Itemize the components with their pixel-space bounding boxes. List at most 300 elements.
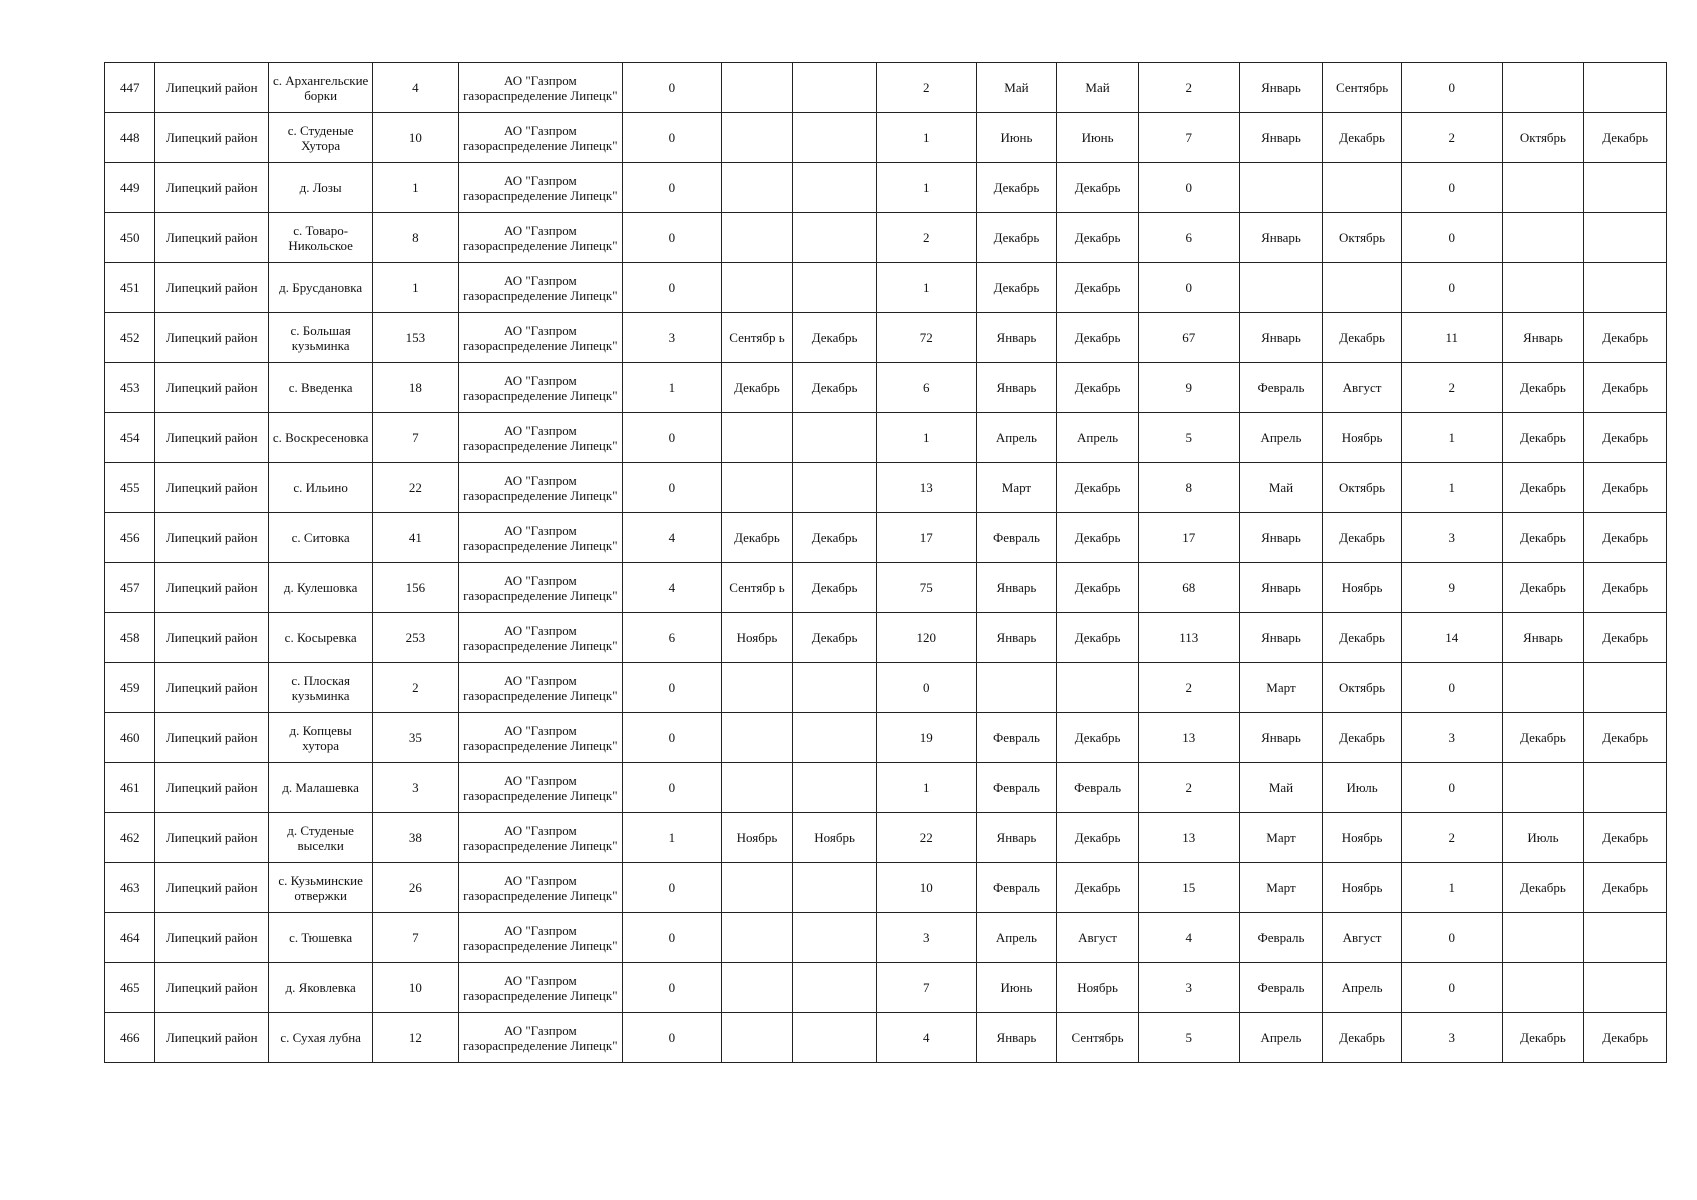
cell-stage4-start: Декабрь: [1502, 863, 1584, 913]
cell-stage1-start: Сентябр ь: [721, 563, 793, 613]
cell-stage4-end: Декабрь: [1584, 713, 1667, 763]
cell-stage1-end: [793, 263, 877, 313]
cell-stage1-start: [721, 463, 793, 513]
cell-stage3-end: Сентябрь: [1323, 63, 1402, 113]
cell-stage1-end: Ноябрь: [793, 813, 877, 863]
cell-stage1-end: [793, 663, 877, 713]
table-row: [105, 163, 1667, 213]
cell-stage2-end: Декабрь: [1057, 863, 1139, 913]
cell-settlement: д. Копцевы хутора: [269, 713, 373, 763]
cell-stage3-start: Февраль: [1239, 963, 1323, 1013]
cell-stage1-end: Декабрь: [793, 513, 877, 563]
cell-district: Липецкий район: [155, 63, 269, 113]
cell-stage2-end: [1057, 663, 1139, 713]
cell-stage4-count: 1: [1401, 863, 1502, 913]
cell-stage4-start: Декабрь: [1502, 513, 1584, 563]
cell-row-number: 462: [105, 813, 155, 863]
cell-count: 10: [373, 113, 459, 163]
cell-district: Липецкий район: [155, 763, 269, 813]
cell-stage3-count: 8: [1138, 463, 1239, 513]
cell-stage1-count: 3: [622, 313, 721, 363]
cell-organization: АО "Газпром газораспределение Липецк": [458, 363, 622, 413]
cell-stage4-start: [1502, 763, 1584, 813]
cell-stage2-end: Декабрь: [1057, 313, 1139, 363]
cell-stage4-end: [1584, 663, 1667, 713]
cell-stage3-end: Декабрь: [1323, 313, 1402, 363]
table-row: [105, 213, 1667, 263]
cell-stage1-count: 0: [622, 913, 721, 963]
table-row: [105, 863, 1667, 913]
cell-count: 10: [373, 963, 459, 1013]
cell-stage3-start: Март: [1239, 813, 1323, 863]
cell-stage2-end: Сентябрь: [1057, 1013, 1139, 1063]
cell-stage2-end: Декабрь: [1057, 463, 1139, 513]
cell-stage3-end: Октябрь: [1323, 663, 1402, 713]
cell-stage4-end: [1584, 63, 1667, 113]
cell-district: Липецкий район: [155, 463, 269, 513]
cell-stage1-count: 0: [622, 963, 721, 1013]
cell-district: Липецкий район: [155, 513, 269, 563]
cell-stage3-count: 2: [1138, 663, 1239, 713]
cell-stage4-count: 3: [1401, 513, 1502, 563]
cell-stage1-start: Ноябрь: [721, 813, 793, 863]
cell-stage4-end: [1584, 913, 1667, 963]
cell-organization: АО "Газпром газораспределение Липецк": [458, 213, 622, 263]
cell-stage3-end: Август: [1323, 913, 1402, 963]
cell-stage2-end: Декабрь: [1057, 263, 1139, 313]
cell-stage3-start: Март: [1239, 663, 1323, 713]
cell-organization: АО "Газпром газораспределение Липецк": [458, 713, 622, 763]
cell-stage2-end: Декабрь: [1057, 513, 1139, 563]
cell-stage3-end: Август: [1323, 363, 1402, 413]
cell-stage1-end: [793, 463, 877, 513]
cell-stage4-start: [1502, 63, 1584, 113]
cell-stage2-end: Декабрь: [1057, 563, 1139, 613]
cell-stage1-end: Декабрь: [793, 613, 877, 663]
cell-stage3-count: 5: [1138, 413, 1239, 463]
table-row: [105, 463, 1667, 513]
cell-settlement: д. Брусдановка: [269, 263, 373, 313]
cell-stage3-start: Январь: [1239, 713, 1323, 763]
cell-stage3-start: [1239, 163, 1323, 213]
cell-stage1-count: 0: [622, 213, 721, 263]
cell-organization: АО "Газпром газораспределение Липецк": [458, 113, 622, 163]
cell-stage1-end: [793, 913, 877, 963]
cell-stage4-end: Декабрь: [1584, 113, 1667, 163]
cell-organization: АО "Газпром газораспределение Липецк": [458, 413, 622, 463]
cell-district: Липецкий район: [155, 613, 269, 663]
cell-stage1-count: 0: [622, 863, 721, 913]
cell-stage1-start: [721, 163, 793, 213]
cell-stage2-count: 17: [876, 513, 976, 563]
cell-stage2-start: Июнь: [976, 963, 1057, 1013]
cell-stage3-start: [1239, 263, 1323, 313]
cell-stage1-start: [721, 1013, 793, 1063]
cell-stage3-count: 15: [1138, 863, 1239, 913]
table-row: [105, 513, 1667, 563]
cell-stage1-count: 4: [622, 513, 721, 563]
table-row: [105, 613, 1667, 663]
cell-stage1-count: 1: [622, 813, 721, 863]
cell-district: Липецкий район: [155, 163, 269, 213]
cell-settlement: с. Воскресеновка: [269, 413, 373, 463]
cell-stage2-end: Декабрь: [1057, 163, 1139, 213]
cell-stage3-count: 6: [1138, 213, 1239, 263]
table-body: [105, 63, 1667, 1063]
cell-stage3-start: Январь: [1239, 313, 1323, 363]
cell-stage1-count: 0: [622, 713, 721, 763]
cell-count: 7: [373, 413, 459, 463]
cell-stage2-start: Январь: [976, 563, 1057, 613]
cell-stage4-start: Декабрь: [1502, 563, 1584, 613]
table-row: [105, 263, 1667, 313]
cell-stage2-start: Июнь: [976, 113, 1057, 163]
cell-stage3-start: Апрель: [1239, 1013, 1323, 1063]
cell-settlement: с. Введенка: [269, 363, 373, 413]
cell-stage1-end: Декабрь: [793, 563, 877, 613]
cell-stage4-start: Январь: [1502, 313, 1584, 363]
cell-stage3-end: Ноябрь: [1323, 563, 1402, 613]
cell-stage2-end: Ноябрь: [1057, 963, 1139, 1013]
cell-count: 18: [373, 363, 459, 413]
cell-district: Липецкий район: [155, 563, 269, 613]
cell-settlement: д. Студеные выселки: [269, 813, 373, 863]
cell-stage3-end: Декабрь: [1323, 113, 1402, 163]
cell-row-number: 465: [105, 963, 155, 1013]
cell-stage3-end: Ноябрь: [1323, 413, 1402, 463]
cell-district: Липецкий район: [155, 413, 269, 463]
cell-district: Липецкий район: [155, 263, 269, 313]
cell-stage2-count: 72: [876, 313, 976, 363]
cell-stage4-count: 11: [1401, 313, 1502, 363]
cell-stage2-count: 13: [876, 463, 976, 513]
cell-row-number: 453: [105, 363, 155, 413]
cell-stage1-count: 0: [622, 463, 721, 513]
cell-organization: АО "Газпром газораспределение Липецк": [458, 813, 622, 863]
cell-stage2-count: 120: [876, 613, 976, 663]
cell-stage2-end: Декабрь: [1057, 363, 1139, 413]
cell-stage4-end: [1584, 213, 1667, 263]
cell-stage1-count: 0: [622, 113, 721, 163]
cell-district: Липецкий район: [155, 313, 269, 363]
cell-count: 12: [373, 1013, 459, 1063]
cell-stage2-count: 1: [876, 263, 976, 313]
cell-stage3-start: Январь: [1239, 113, 1323, 163]
cell-stage4-count: 0: [1401, 663, 1502, 713]
cell-row-number: 464: [105, 913, 155, 963]
cell-count: 1: [373, 163, 459, 213]
cell-stage1-end: [793, 163, 877, 213]
cell-row-number: 451: [105, 263, 155, 313]
cell-stage2-start: Май: [976, 63, 1057, 113]
cell-stage4-start: Декабрь: [1502, 1013, 1584, 1063]
cell-row-number: 461: [105, 763, 155, 813]
cell-stage1-start: [721, 63, 793, 113]
cell-stage1-count: 4: [622, 563, 721, 613]
cell-stage4-start: [1502, 263, 1584, 313]
cell-stage3-start: Январь: [1239, 213, 1323, 263]
data-table: [104, 62, 1667, 1063]
cell-organization: АО "Газпром газораспределение Липецк": [458, 463, 622, 513]
cell-stage4-end: Декабрь: [1584, 463, 1667, 513]
table-row: [105, 1013, 1667, 1063]
cell-stage3-end: Декабрь: [1323, 1013, 1402, 1063]
cell-stage4-start: [1502, 963, 1584, 1013]
cell-organization: АО "Газпром газораспределение Липецк": [458, 613, 622, 663]
cell-settlement: д. Кулешовка: [269, 563, 373, 613]
cell-stage3-start: Февраль: [1239, 363, 1323, 413]
cell-stage4-end: Декабрь: [1584, 363, 1667, 413]
cell-stage4-start: Декабрь: [1502, 363, 1584, 413]
cell-stage1-start: Ноябрь: [721, 613, 793, 663]
cell-stage4-end: Декабрь: [1584, 613, 1667, 663]
cell-stage4-start: Октябрь: [1502, 113, 1584, 163]
cell-stage2-end: Декабрь: [1057, 613, 1139, 663]
cell-stage3-end: Октябрь: [1323, 463, 1402, 513]
cell-stage4-count: 0: [1401, 963, 1502, 1013]
document-sheet: [104, 62, 1667, 1063]
cell-count: 253: [373, 613, 459, 663]
cell-organization: АО "Газпром газораспределение Липецк": [458, 563, 622, 613]
cell-stage1-end: [793, 1013, 877, 1063]
cell-stage4-end: Декабрь: [1584, 313, 1667, 363]
cell-stage3-count: 3: [1138, 963, 1239, 1013]
cell-stage3-count: 5: [1138, 1013, 1239, 1063]
cell-stage4-count: 1: [1401, 413, 1502, 463]
table-row: [105, 63, 1667, 113]
cell-row-number: 447: [105, 63, 155, 113]
cell-stage2-start: Апрель: [976, 413, 1057, 463]
table-row: [105, 713, 1667, 763]
cell-stage4-count: 9: [1401, 563, 1502, 613]
cell-stage3-count: 67: [1138, 313, 1239, 363]
table-row: [105, 663, 1667, 713]
cell-stage4-start: [1502, 913, 1584, 963]
cell-organization: АО "Газпром газораспределение Липецк": [458, 763, 622, 813]
cell-organization: АО "Газпром газораспределение Липецк": [458, 863, 622, 913]
cell-row-number: 455: [105, 463, 155, 513]
cell-stage2-end: Декабрь: [1057, 213, 1139, 263]
cell-settlement: с. Кузьминские отвержки: [269, 863, 373, 913]
cell-row-number: 457: [105, 563, 155, 613]
cell-stage2-count: 1: [876, 113, 976, 163]
cell-stage1-start: [721, 763, 793, 813]
cell-stage2-count: 6: [876, 363, 976, 413]
cell-stage1-start: [721, 213, 793, 263]
cell-stage4-count: 0: [1401, 913, 1502, 963]
cell-stage1-start: Сентябр ь: [721, 313, 793, 363]
cell-stage2-end: Апрель: [1057, 413, 1139, 463]
cell-stage3-count: 13: [1138, 813, 1239, 863]
cell-stage3-count: 2: [1138, 763, 1239, 813]
cell-stage3-count: 7: [1138, 113, 1239, 163]
cell-stage2-count: 75: [876, 563, 976, 613]
cell-stage4-start: [1502, 213, 1584, 263]
cell-stage2-start: Апрель: [976, 913, 1057, 963]
cell-stage4-count: 0: [1401, 763, 1502, 813]
cell-stage4-end: Декабрь: [1584, 813, 1667, 863]
cell-count: 7: [373, 913, 459, 963]
cell-stage4-end: [1584, 263, 1667, 313]
cell-stage2-end: Август: [1057, 913, 1139, 963]
cell-stage2-count: 1: [876, 763, 976, 813]
cell-stage3-end: Декабрь: [1323, 713, 1402, 763]
cell-stage2-count: 0: [876, 663, 976, 713]
cell-stage1-count: 1: [622, 363, 721, 413]
cell-organization: АО "Газпром газораспределение Липецк": [458, 963, 622, 1013]
cell-stage4-count: 0: [1401, 263, 1502, 313]
table-row: [105, 963, 1667, 1013]
cell-stage3-start: Январь: [1239, 63, 1323, 113]
cell-organization: АО "Газпром газораспределение Липецк": [458, 263, 622, 313]
cell-district: Липецкий район: [155, 363, 269, 413]
cell-stage4-end: Декабрь: [1584, 563, 1667, 613]
cell-stage3-end: Апрель: [1323, 963, 1402, 1013]
cell-stage3-count: 113: [1138, 613, 1239, 663]
cell-stage3-end: Декабрь: [1323, 613, 1402, 663]
cell-stage3-end: Ноябрь: [1323, 863, 1402, 913]
cell-stage4-count: 0: [1401, 163, 1502, 213]
cell-stage3-start: Январь: [1239, 613, 1323, 663]
cell-stage1-start: [721, 113, 793, 163]
cell-stage1-start: [721, 713, 793, 763]
cell-stage1-end: Декабрь: [793, 363, 877, 413]
cell-stage2-count: 10: [876, 863, 976, 913]
cell-stage4-end: Декабрь: [1584, 413, 1667, 463]
table-row: [105, 913, 1667, 963]
cell-settlement: с. Ситовка: [269, 513, 373, 563]
cell-stage4-end: [1584, 163, 1667, 213]
cell-stage1-start: Декабрь: [721, 363, 793, 413]
cell-stage3-count: 13: [1138, 713, 1239, 763]
cell-stage2-start: Декабрь: [976, 213, 1057, 263]
cell-district: Липецкий район: [155, 963, 269, 1013]
cell-stage3-count: 2: [1138, 63, 1239, 113]
cell-count: 4: [373, 63, 459, 113]
cell-stage1-end: [793, 863, 877, 913]
cell-stage4-start: Июль: [1502, 813, 1584, 863]
cell-stage2-start: Январь: [976, 813, 1057, 863]
cell-stage4-end: Декабрь: [1584, 513, 1667, 563]
cell-stage3-start: Январь: [1239, 513, 1323, 563]
cell-stage1-start: [721, 863, 793, 913]
cell-district: Липецкий район: [155, 663, 269, 713]
cell-settlement: с. Ильино: [269, 463, 373, 513]
cell-stage1-start: [721, 913, 793, 963]
cell-stage1-start: Декабрь: [721, 513, 793, 563]
cell-settlement: д. Яковлевка: [269, 963, 373, 1013]
cell-stage4-start: Январь: [1502, 613, 1584, 663]
cell-organization: АО "Газпром газораспределение Липецк": [458, 313, 622, 363]
cell-stage2-start: Март: [976, 463, 1057, 513]
cell-count: 35: [373, 713, 459, 763]
cell-stage2-end: Декабрь: [1057, 813, 1139, 863]
cell-organization: АО "Газпром газораспределение Липецк": [458, 913, 622, 963]
cell-stage3-start: Февраль: [1239, 913, 1323, 963]
cell-stage1-end: [793, 763, 877, 813]
cell-stage4-start: Декабрь: [1502, 413, 1584, 463]
cell-district: Липецкий район: [155, 713, 269, 763]
cell-stage3-start: Май: [1239, 463, 1323, 513]
cell-stage4-start: Декабрь: [1502, 713, 1584, 763]
cell-stage3-end: Октябрь: [1323, 213, 1402, 263]
cell-stage1-count: 0: [622, 663, 721, 713]
cell-settlement: с. Сухая лубна: [269, 1013, 373, 1063]
cell-stage1-count: 0: [622, 163, 721, 213]
cell-count: 3: [373, 763, 459, 813]
cell-stage4-count: 1: [1401, 463, 1502, 513]
cell-stage2-start: Февраль: [976, 713, 1057, 763]
cell-stage2-start: Декабрь: [976, 163, 1057, 213]
cell-stage4-count: 2: [1401, 813, 1502, 863]
cell-stage1-start: [721, 663, 793, 713]
table-row: [105, 563, 1667, 613]
cell-stage4-count: 0: [1401, 213, 1502, 263]
cell-stage4-count: 3: [1401, 1013, 1502, 1063]
cell-stage1-end: [793, 213, 877, 263]
cell-organization: АО "Газпром газораспределение Липецк": [458, 663, 622, 713]
cell-stage3-count: 0: [1138, 263, 1239, 313]
cell-stage4-count: 2: [1401, 113, 1502, 163]
cell-district: Липецкий район: [155, 113, 269, 163]
cell-stage3-count: 68: [1138, 563, 1239, 613]
cell-count: 26: [373, 863, 459, 913]
cell-stage3-end: [1323, 163, 1402, 213]
cell-stage1-count: 0: [622, 263, 721, 313]
cell-row-number: 459: [105, 663, 155, 713]
cell-stage3-start: Май: [1239, 763, 1323, 813]
cell-organization: АО "Газпром газораспределение Липецк": [458, 63, 622, 113]
cell-stage3-count: 0: [1138, 163, 1239, 213]
cell-row-number: 449: [105, 163, 155, 213]
cell-organization: АО "Газпром газораспределение Липецк": [458, 513, 622, 563]
cell-stage3-start: Апрель: [1239, 413, 1323, 463]
cell-stage4-count: 3: [1401, 713, 1502, 763]
cell-stage4-start: [1502, 163, 1584, 213]
cell-settlement: д. Лозы: [269, 163, 373, 213]
cell-stage2-start: Январь: [976, 313, 1057, 363]
cell-stage3-end: Декабрь: [1323, 513, 1402, 563]
cell-stage1-end: [793, 113, 877, 163]
cell-stage2-start: Февраль: [976, 863, 1057, 913]
cell-stage3-end: Июль: [1323, 763, 1402, 813]
cell-stage4-end: [1584, 963, 1667, 1013]
cell-stage2-end: Февраль: [1057, 763, 1139, 813]
cell-stage2-count: 2: [876, 213, 976, 263]
cell-stage1-count: 0: [622, 413, 721, 463]
table-row: [105, 763, 1667, 813]
table-row: [105, 363, 1667, 413]
cell-stage1-count: 0: [622, 1013, 721, 1063]
table-row: [105, 113, 1667, 163]
cell-count: 22: [373, 463, 459, 513]
cell-count: 8: [373, 213, 459, 263]
cell-settlement: с. Косыревка: [269, 613, 373, 663]
cell-stage2-start: Январь: [976, 613, 1057, 663]
cell-stage4-end: Декабрь: [1584, 863, 1667, 913]
cell-count: 1: [373, 263, 459, 313]
cell-stage1-count: 6: [622, 613, 721, 663]
cell-stage1-start: [721, 963, 793, 1013]
cell-stage4-end: [1584, 763, 1667, 813]
cell-row-number: 458: [105, 613, 155, 663]
cell-settlement: с. Архангельские борки: [269, 63, 373, 113]
cell-stage4-count: 2: [1401, 363, 1502, 413]
cell-district: Липецкий район: [155, 863, 269, 913]
table-row: [105, 813, 1667, 863]
cell-stage2-start: Январь: [976, 363, 1057, 413]
cell-count: 156: [373, 563, 459, 613]
